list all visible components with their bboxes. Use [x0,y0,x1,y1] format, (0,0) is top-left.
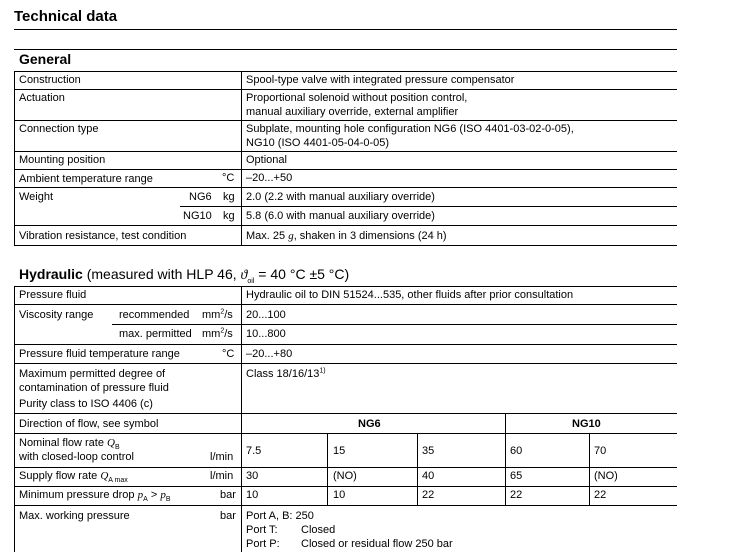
row-rule [14,486,677,487]
ng10-header: NG10 [572,418,601,430]
col-divider [589,433,590,505]
connection-type-value-line2: NG10 (ISO 4401-05-04-0-05) [246,137,390,149]
construction-value: Spool-type valve with integrated pressure compensator [246,74,515,86]
hydraulic-heading: Hydraulic (measured with HLP 46, $ϑ_{oil} = 40$ °C ±5 °C) [19,266,350,285]
vibration-value: Max. 25 g, shaken in 3 dimensions (24 h) [246,230,447,242]
row-rule [14,89,677,90]
mounting-position-value: Optional [246,154,287,166]
contamination-label-line3: Purity class to ISO 4406 (c) [19,398,153,410]
row-rule [14,505,677,506]
page-title: Technical data [14,8,118,25]
row-rule [14,344,677,345]
nominal-flow-value: 7.5 [246,445,262,457]
ambient-temp-unit: °C [222,172,235,184]
row-rule [14,120,677,121]
fluid-temp-unit: °C [222,348,235,360]
col-divider [327,433,328,505]
max-pressure-port-t-value: Closed [301,524,336,536]
max-pressure-port-ab: Port A, B: 250 [246,510,314,522]
supply-flow-label: Supply flow rate $Q_{A max}$ [19,470,128,485]
general-left-border [14,71,15,245]
weight-ng6-value: 2.0 (2.2 with manual auxiliary override) [246,191,435,203]
vibration-label: Vibration resistance, test condition [19,230,187,242]
row-rule [14,363,677,364]
weight-ng10-unit: kg [223,210,235,222]
actuation-label: Actuation [19,92,65,104]
nominal-flow-unit: l/min [210,451,234,463]
max-pressure-port-p-value: Closed or residual flow 250 bar [301,538,453,550]
general-top-rule [14,49,677,50]
connection-type-value-line1: Subplate, mounting hole configuration NG6 (ISO 4401-03-02-0-05), [246,123,574,135]
ambient-temp-value: –20...+50 [246,172,293,184]
row-rule [180,206,677,207]
col-divider [417,433,418,505]
contamination-label-line2: contamination of pressure fluid [19,382,169,394]
row-rule [14,433,677,434]
viscosity-recommended-label: recommended [119,309,190,321]
row-rule [14,467,677,468]
supply-flow-value: 30 [246,470,259,482]
weight-ng10-label: NG10 [183,210,212,222]
contamination-label-line1: Maximum permitted degree of [19,368,166,380]
min-pressure-drop-value: 22 [594,489,607,501]
row-rule [14,304,677,305]
max-pressure-label: Max. working pressure [19,510,130,522]
nominal-flow-value: 15 [333,445,346,457]
min-pressure-drop-value: 22 [510,489,523,501]
mounting-position-label: Mounting position [19,154,106,166]
direction-label: Direction of flow, see symbol [19,418,159,430]
max-pressure-port-p: Port P: [246,538,280,550]
hydraulic-left-border [14,286,15,552]
row-rule [14,413,677,414]
hydraulic-col-divider [241,286,242,552]
actuation-value-line1: Proportional solenoid without position control, [246,92,468,104]
viscosity-recommended-unit: $mm^2/s$ [202,308,233,321]
row-rule [14,187,677,188]
nominal-flow-label-line2: with closed-loop control [19,451,134,463]
row-rule [14,151,677,152]
viscosity-max-unit: $mm^2/s$ [202,327,233,340]
nominal-flow-value: 70 [594,445,607,457]
supply-flow-value: (NO) [594,470,618,482]
pressure-fluid-value: Hydraulic oil to DIN 51524...535, other fluids after prior consultation [246,289,574,301]
general-bottom-rule [14,245,677,246]
viscosity-label: Viscosity range [19,309,94,321]
row-rule [14,225,677,226]
viscosity-max-label: max. permitted [119,328,192,340]
general-heading: General [19,51,72,67]
fluid-temp-label: Pressure fluid temperature range [19,348,180,360]
weight-ng10-value: 5.8 (6.0 with manual auxiliary override) [246,210,435,222]
weight-ng6-unit: kg [223,191,235,203]
min-pressure-drop-value: 10 [333,489,346,501]
max-pressure-port-t: Port T: [246,524,278,536]
min-pressure-drop-value: 22 [422,489,435,501]
general-col-divider [241,71,242,245]
viscosity-recommended-value: 20...100 [246,309,286,321]
supply-flow-value: 40 [422,470,435,482]
general-heading-rule [14,71,677,72]
row-rule [14,169,677,170]
connection-type-label: Connection type [19,123,99,135]
viscosity-max-value: 10...800 [246,328,286,340]
nominal-flow-value: 60 [510,445,523,457]
row-rule [112,324,677,325]
ng6-header: NG6 [358,418,381,430]
weight-label: Weight [19,191,54,203]
nominal-flow-label-line1: Nominal flow rate $Q_B$ [19,437,120,452]
actuation-value-line2: manual auxiliary override, external amplifier [246,106,459,118]
min-pressure-drop-unit: bar [220,489,236,501]
max-pressure-unit: bar [220,510,236,522]
ambient-temp-label: Ambient temperature range [19,173,153,185]
fluid-temp-value: –20...+80 [246,348,293,360]
min-pressure-drop-value: 10 [246,489,259,501]
min-pressure-drop-label: Minimum pressure drop $p_A > p_B$ [19,489,171,504]
weight-ng6-label: NG6 [189,191,212,203]
construction-label: Construction [19,74,81,86]
supply-flow-value: 65 [510,470,523,482]
nominal-flow-value: 35 [422,445,435,457]
supply-flow-value: (NO) [333,470,357,482]
col-divider [505,413,506,505]
title-rule [14,29,677,30]
hydraulic-heading-rule [14,286,677,287]
contamination-value: Class 18/16/13$^{1)}$ [246,367,326,380]
pressure-fluid-label: Pressure fluid [19,289,87,301]
supply-flow-unit: l/min [210,470,234,482]
